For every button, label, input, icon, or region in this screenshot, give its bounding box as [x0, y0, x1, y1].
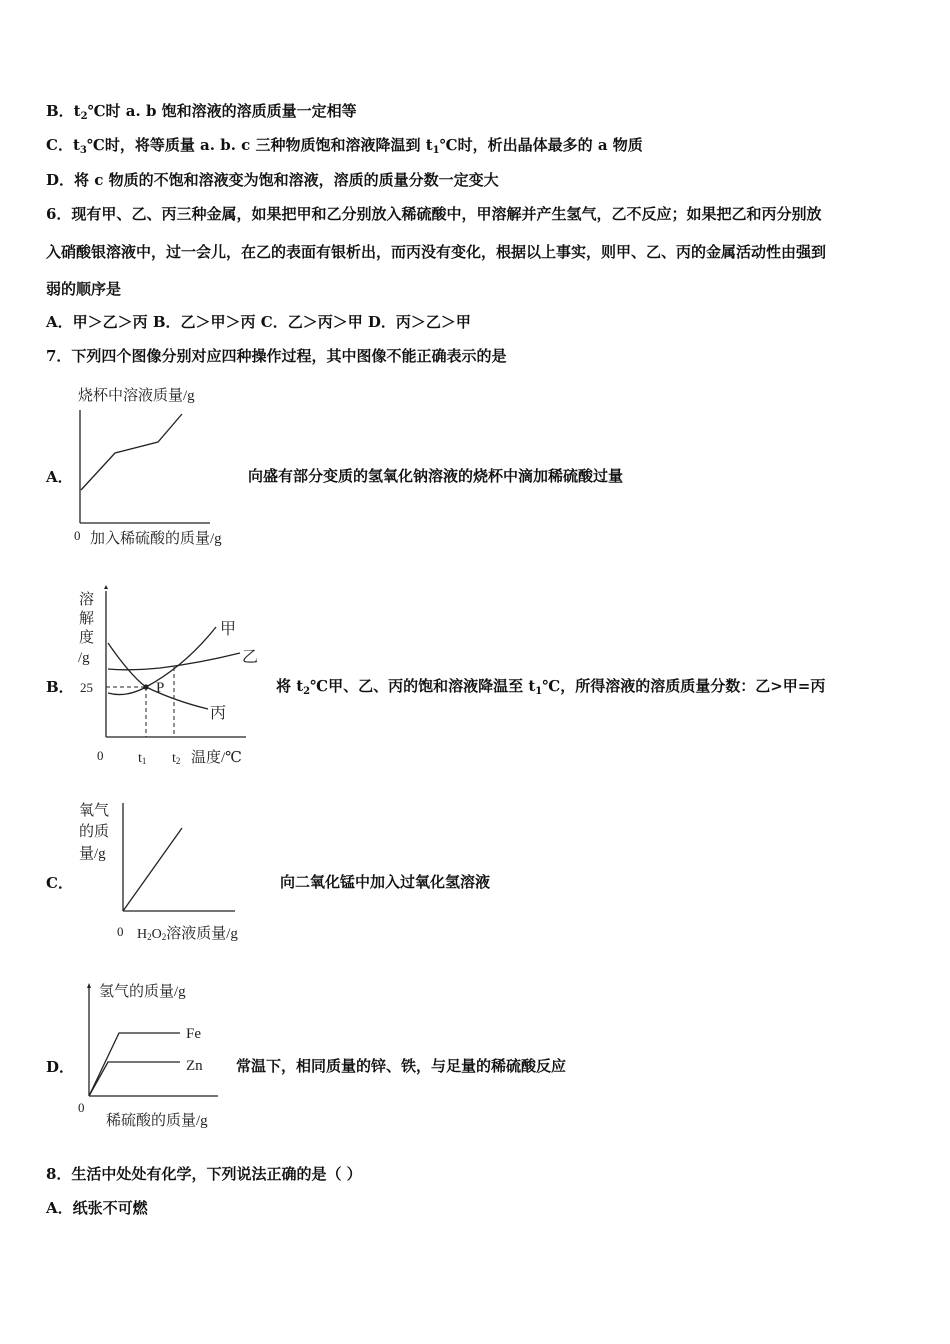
- x-label-sub-2: 2: [161, 932, 167, 942]
- curve-mass: [81, 414, 182, 490]
- origin-label: 0: [117, 924, 124, 939]
- figure-d-svg: [70, 975, 290, 1135]
- x-label-o: O: [151, 927, 162, 942]
- question-6-line-2: 入硝酸银溶液中，过一会儿，在乙的表面有银析出，而丙没有变化，根据以上事实，则甲、乙、丙的金属活动性由强到: [46, 243, 827, 261]
- question-6-line-3: 弱的顺序是: [46, 280, 122, 298]
- option-c-text: C．t: [46, 136, 80, 154]
- x-axis-label: 温度/℃: [191, 750, 242, 766]
- y-label-line-3: 量/g: [79, 846, 106, 862]
- y-label-char-2: 解: [79, 611, 95, 627]
- oxygen-line: [123, 828, 182, 911]
- figure-a-svg: [60, 380, 260, 550]
- point-p-label: P: [156, 680, 165, 696]
- x-label-sub-1: 2: [147, 932, 152, 942]
- origin-label: 0: [97, 748, 104, 763]
- origin-label: 0: [74, 528, 81, 543]
- x-axis-label: [137, 924, 238, 942]
- x-axis-label: 加入稀硫酸的质量/g: [90, 531, 222, 547]
- desc-b-mid: ℃甲、乙、丙的饱和溶液降温至 t: [310, 677, 536, 695]
- y-label-line-2: 的质: [79, 824, 110, 840]
- question-8-stem: 8．生活中处处有化学，下列说法正确的是（ ）: [46, 1165, 362, 1183]
- q7-figure-c: [75, 797, 275, 947]
- q7-option-c-description: 向二氧化锰中加入过氧化氢溶液: [280, 873, 491, 891]
- curve-label-yi: 乙: [242, 649, 259, 666]
- y-label-char-1: 溶: [79, 592, 95, 608]
- q7-figure-a: [60, 380, 260, 550]
- option-c-line: [46, 135, 643, 161]
- y-label-char-3: 度: [79, 630, 95, 646]
- tick-25: 25: [80, 680, 93, 695]
- option-c-mid: ℃时，将等质量 a. b. c 三种物质饱和溶液降温到 t: [86, 136, 433, 154]
- curve-label-bing: 丙: [210, 705, 227, 722]
- figure-c-svg: [75, 797, 275, 947]
- q7-option-a-description: 向盛有部分变质的氢氧化钠溶液的烧杯中滴加稀硫酸过量: [248, 467, 624, 485]
- y-axis-arrow: [87, 983, 91, 988]
- tick-t2: [172, 751, 180, 766]
- zn-label: Zn: [186, 1058, 203, 1074]
- question-6-options: A．甲＞乙＞丙 B．乙＞甲＞丙 C．乙＞丙＞甲 D．丙＞乙＞甲: [46, 313, 471, 331]
- q7-figure-b: [70, 583, 270, 773]
- y-axis-label: 氢气的质量/g: [99, 984, 186, 1000]
- q7-option-d-description: 常温下，相同质量的锌、铁，与足量的稀硫酸反应: [236, 1057, 567, 1075]
- option-c-rest: ℃时，析出晶体最多的 a 物质: [439, 136, 643, 154]
- t2-sub: 2: [175, 756, 181, 766]
- y-axis-arrow: [104, 585, 108, 589]
- figure-b-svg: [70, 583, 270, 773]
- fe-label: Fe: [186, 1026, 201, 1042]
- y-label-line-1: 氧气: [79, 803, 110, 819]
- question-6-line-1: 6．现有甲、乙、丙三种金属，如果把甲和乙分别放入稀硫酸中，甲溶解并产生氢气，乙不反应；如果把乙和丙分别放: [46, 205, 822, 223]
- origin-label: 0: [78, 1100, 85, 1115]
- y-label-char-4: /g: [78, 650, 90, 666]
- intersection-point-p: [143, 684, 148, 689]
- subscript: 2: [303, 686, 311, 697]
- option-b-text: B．t: [46, 102, 81, 120]
- question-7-stem: 7．下列四个图像分别对应四种操作过程，其中图像不能正确表示的是: [46, 347, 507, 365]
- curve-label-jia: 甲: [220, 621, 237, 638]
- desc-b-prefix: 将 t: [276, 677, 304, 695]
- y-axis-label: 烧杯中溶液质量/g: [78, 388, 195, 404]
- subscript: 1: [432, 145, 440, 156]
- x-axis-label: 稀硫酸的质量/g: [106, 1113, 208, 1129]
- question-8-option-a: A．纸张不可燃: [46, 1199, 148, 1217]
- q7-option-c-label: C．: [46, 874, 73, 892]
- subscript: 1: [535, 686, 543, 697]
- q7-option-b-label: B．: [46, 678, 74, 696]
- x-label-h: H: [137, 927, 148, 942]
- q7-figure-d: [70, 975, 290, 1135]
- option-b-rest: ℃时 a. b 饱和溶液的溶质质量一定相等: [87, 102, 357, 120]
- q7-option-a-label: A．: [46, 468, 73, 486]
- subscript: 2: [80, 111, 88, 122]
- fe-curve: [89, 1033, 180, 1096]
- t2-text: t: [172, 751, 176, 766]
- t1-sub: 1: [141, 756, 147, 766]
- tick-t1: [138, 751, 146, 766]
- x-label-rest: 溶液质量/g: [166, 926, 238, 942]
- subscript: 3: [79, 145, 87, 156]
- q7-option-d-label: D．: [46, 1058, 75, 1076]
- q7-option-b-description: [276, 676, 825, 702]
- desc-b-rest: ℃，所得溶液的溶质质量分数：乙>甲=丙: [542, 677, 826, 695]
- option-b-line: [46, 101, 357, 127]
- t1-text: t: [138, 751, 142, 766]
- option-d-line: D．将 c 物质的不饱和溶液变为饱和溶液，溶质的质量分数一定变大: [46, 171, 499, 189]
